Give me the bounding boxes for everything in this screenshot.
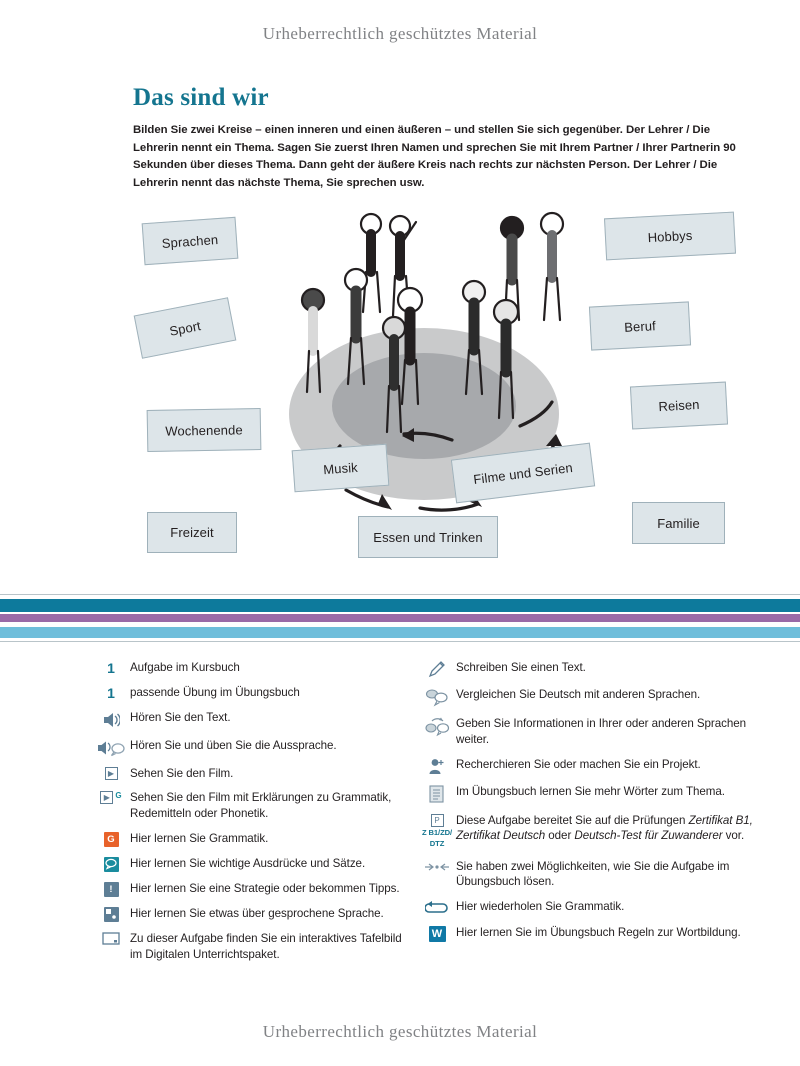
topic-card[interactable] <box>142 217 239 265</box>
play-film-grammar-icon <box>92 790 130 804</box>
grammar-letter: G <box>115 791 122 801</box>
divider-hairline-bottom <box>0 641 800 642</box>
word-formation-badge-icon: W <box>418 925 456 942</box>
exam-icon <box>418 813 456 850</box>
legend-description: Diese Aufgabe bereitet Sie auf die Prüfungen Zertifikat B1, Zertifikat Deutsch oder Deutsch-Test für Zuwanderer vor. <box>456 813 753 843</box>
legend-description: Zu dieser Aufgabe finden Sie ein interaktives Tafelbild im Digitalen Unterrichtspaket. <box>130 931 402 961</box>
legend-row <box>92 856 412 872</box>
topic-card[interactable] <box>147 512 237 553</box>
legend-description: passende Übung im Übungsbuch <box>130 685 300 699</box>
topic-card-label: Essen und Trinken <box>373 529 483 545</box>
legend-description: Sehen Sie den Film. <box>130 766 234 780</box>
whiteboard-icon <box>92 931 130 946</box>
legend-row <box>92 710 412 729</box>
exam-codes: Z B1/ZD/ DTZ <box>422 827 452 849</box>
play-icon-box: ▶ <box>100 791 113 804</box>
word-list-icon <box>418 784 456 804</box>
legend-row <box>418 687 763 707</box>
legend-column-right <box>418 660 763 951</box>
legend-description: Im Übungsbuch lernen Sie mehr Wörter zum Thema. <box>456 784 725 798</box>
topic-card-label: Filme und Serien <box>472 459 574 487</box>
topic-card-label: Freizeit <box>170 525 214 540</box>
legend-description: Hier lernen Sie eine Strategie oder bekommen Tipps. <box>130 881 400 895</box>
speech-bubble-badge-icon <box>92 856 130 872</box>
legend-description: Hier lernen Sie im Übungsbuch Regeln zur Wortbildung. <box>456 926 741 940</box>
legend-row <box>92 931 412 963</box>
exam-p-box: P <box>431 814 444 827</box>
copyright-notice-bottom: Urheberrechtlich geschütztes Material <box>262 1022 538 1041</box>
play-film-icon <box>92 766 130 780</box>
pencil-icon <box>418 660 456 678</box>
divider-bar-light-blue <box>0 627 800 638</box>
divider-bar-teal <box>0 599 800 612</box>
classroom-circle-illustration <box>0 196 800 576</box>
speaker-icon <box>92 710 130 729</box>
legend-column-left <box>92 660 412 972</box>
number-one: 1 <box>107 684 115 701</box>
legend-description: Sie haben zwei Möglichkeiten, wie Sie die Aufgabe im Übungsbuch lösen. <box>456 859 730 889</box>
two-options-icon <box>418 859 456 874</box>
legend-description: Geben Sie Informationen in Ihrer oder anderen Sprachen weiter. <box>456 717 747 746</box>
play-icon-box: ▶ <box>105 767 118 780</box>
legend-row <box>92 685 412 701</box>
activity-instructions: Bilden Sie zwei Kreise – einen inneren und einen äußeren – und stellen Sie sich gegenüber. Der Lehrer / Die Lehrerin nennt ein Thema. Sagen Sie zuerst Ihren Namen und sprechen Sie mit Ihrem Partner / Ihrer Partnerin 90 Sekunden über dieses Thema. Dann geht der äußere Kreis nach rechts zur nächsten Person. Der Lehrer / Die Lehrerin nennt das nächste Thema, Sie sprechen usw. <box>133 124 736 189</box>
two-speech-bubbles-icon <box>418 687 456 707</box>
legend-row <box>92 738 412 757</box>
repeat-loop-icon <box>418 899 456 916</box>
legend-description: Hier lernen Sie Grammatik. <box>130 831 269 845</box>
topic-card[interactable] <box>604 212 736 261</box>
topic-card-label: Reisen <box>658 396 700 415</box>
bubbles-exchange-icon <box>418 716 456 737</box>
legend-description: Sehen Sie den Film mit Erklärungen zu Grammatik, Redemitteln oder Phonetik. <box>130 791 392 821</box>
spoken-language-badge-icon <box>92 906 130 922</box>
legend-row <box>418 660 763 678</box>
grammar-badge-icon: G <box>92 831 130 847</box>
topic-card-label: Sport <box>168 317 202 339</box>
page-title: Das sind wir <box>133 84 269 111</box>
legend-row <box>92 906 412 922</box>
speaker-speech-bubble-icon <box>92 738 130 757</box>
divider-bar-purple <box>0 614 800 622</box>
copyright-notice-top: Urheberrechtlich geschütztes Material <box>262 24 538 43</box>
legend-row <box>418 757 763 775</box>
legend-description: Vergleichen Sie Deutsch mit anderen Sprachen. <box>456 688 701 701</box>
inner-circle-ellipse <box>332 353 516 459</box>
topic-card[interactable] <box>147 408 262 452</box>
topic-card[interactable] <box>632 502 725 544</box>
legend-description: Recherchieren Sie oder machen Sie ein Projekt. <box>456 757 701 771</box>
legend-row <box>418 784 763 804</box>
topic-card-label: Sprachen <box>161 231 219 251</box>
legend-row <box>92 660 412 676</box>
topic-card-label: Hobbys <box>647 227 693 245</box>
number-one: 1 <box>107 660 115 676</box>
legend-description: Hören Sie den Text. <box>130 710 231 724</box>
person-plus-icon <box>418 757 456 775</box>
legend-row <box>418 899 763 916</box>
legend-description: Hier lernen Sie etwas über gesprochene Sprache. <box>130 906 384 920</box>
legend-description: Hier wiederholen Sie Grammatik. <box>456 900 625 914</box>
topic-card-label: Beruf <box>623 317 657 335</box>
legend-description: Hier lernen Sie wichtige Ausdrücke und Sätze. <box>130 856 366 870</box>
legend-row <box>92 790 412 822</box>
topic-card-label: Wochenende <box>165 421 243 439</box>
topic-card[interactable] <box>292 444 390 493</box>
legend-row <box>418 925 763 942</box>
legend-row <box>418 859 763 891</box>
topic-card[interactable] <box>630 382 728 430</box>
exclamation-badge-icon: ! <box>92 881 130 897</box>
topic-card-label: Musik <box>322 459 359 477</box>
divider-hairline-top <box>0 594 800 595</box>
legend-row <box>92 881 412 897</box>
topic-card[interactable] <box>589 301 691 350</box>
topic-card-label: Familie <box>657 515 700 531</box>
legend-row <box>418 716 763 748</box>
legend-description: Hören Sie und üben Sie die Aussprache. <box>130 738 337 752</box>
legend-row <box>92 766 412 782</box>
topic-card[interactable] <box>358 516 498 558</box>
legend-row <box>418 813 763 850</box>
legend-description: Aufgabe im Kursbuch <box>130 661 240 674</box>
legend-row <box>92 831 412 847</box>
legend-description: Schreiben Sie einen Text. <box>456 661 586 674</box>
